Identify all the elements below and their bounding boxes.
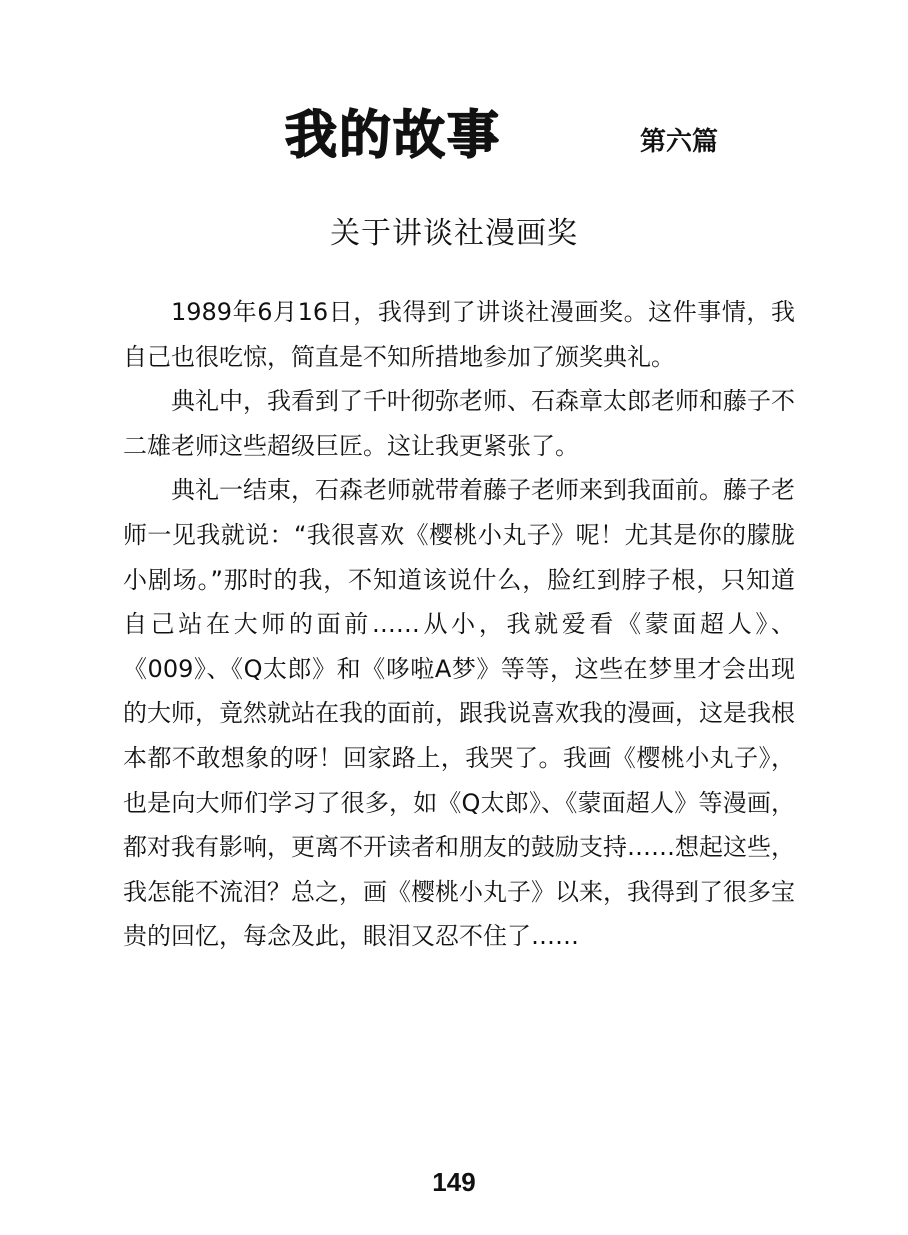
page-header (0, 100, 908, 180)
article-subtitle: 关于讲谈社漫画奖 (330, 216, 578, 251)
paragraph: 典礼一结束，石森老师就带着藤子老师来到我面前。藤子老师一见我就说：“我很喜欢《樱桃小丸子》呢！尤其是你的朦胧小剧场。”那时的我，不知道该说什么，脸红到脖子根，只知道自己站在大师的面前……从小，我就爱看《蒙面超人》、《009》、《Q太郎》和《哆啦A梦》等等，这些在梦里才会出现的大师，竟然就站在我的面前，跟我说喜欢我的漫画，这是我根本都不敢想象的呀！回家路上，我哭了。我画《樱桃小丸子》，也是向大师们学习了很多，如《Q太郎》、《蒙面超人》等漫画，都对我有影响，更离不开读者和朋友的鼓励支持……想起这些，我怎能不流泪？总之，画《樱桃小丸子》以来，我得到了很多宝贵的回忆，每念及此，眼泪又忍不住了…… (123, 476, 795, 951)
chapter-title: 我的故事 (285, 106, 502, 166)
article-body (123, 290, 795, 959)
page-number: 149 (432, 1167, 476, 1197)
paragraph: 1989年6月16日，我得到了讲谈社漫画奖。这件事情，我自己也很吃惊，简直是不知所措地参加了颁奖典礼。 (123, 298, 795, 371)
chapter-number-label: 第六篇 (640, 127, 719, 157)
paragraph: 典礼中，我看到了千叶彻弥老师、石森章太郎老师和藤子不二雄老师这些超级巨匠。这让我更紧张了。 (123, 387, 795, 460)
